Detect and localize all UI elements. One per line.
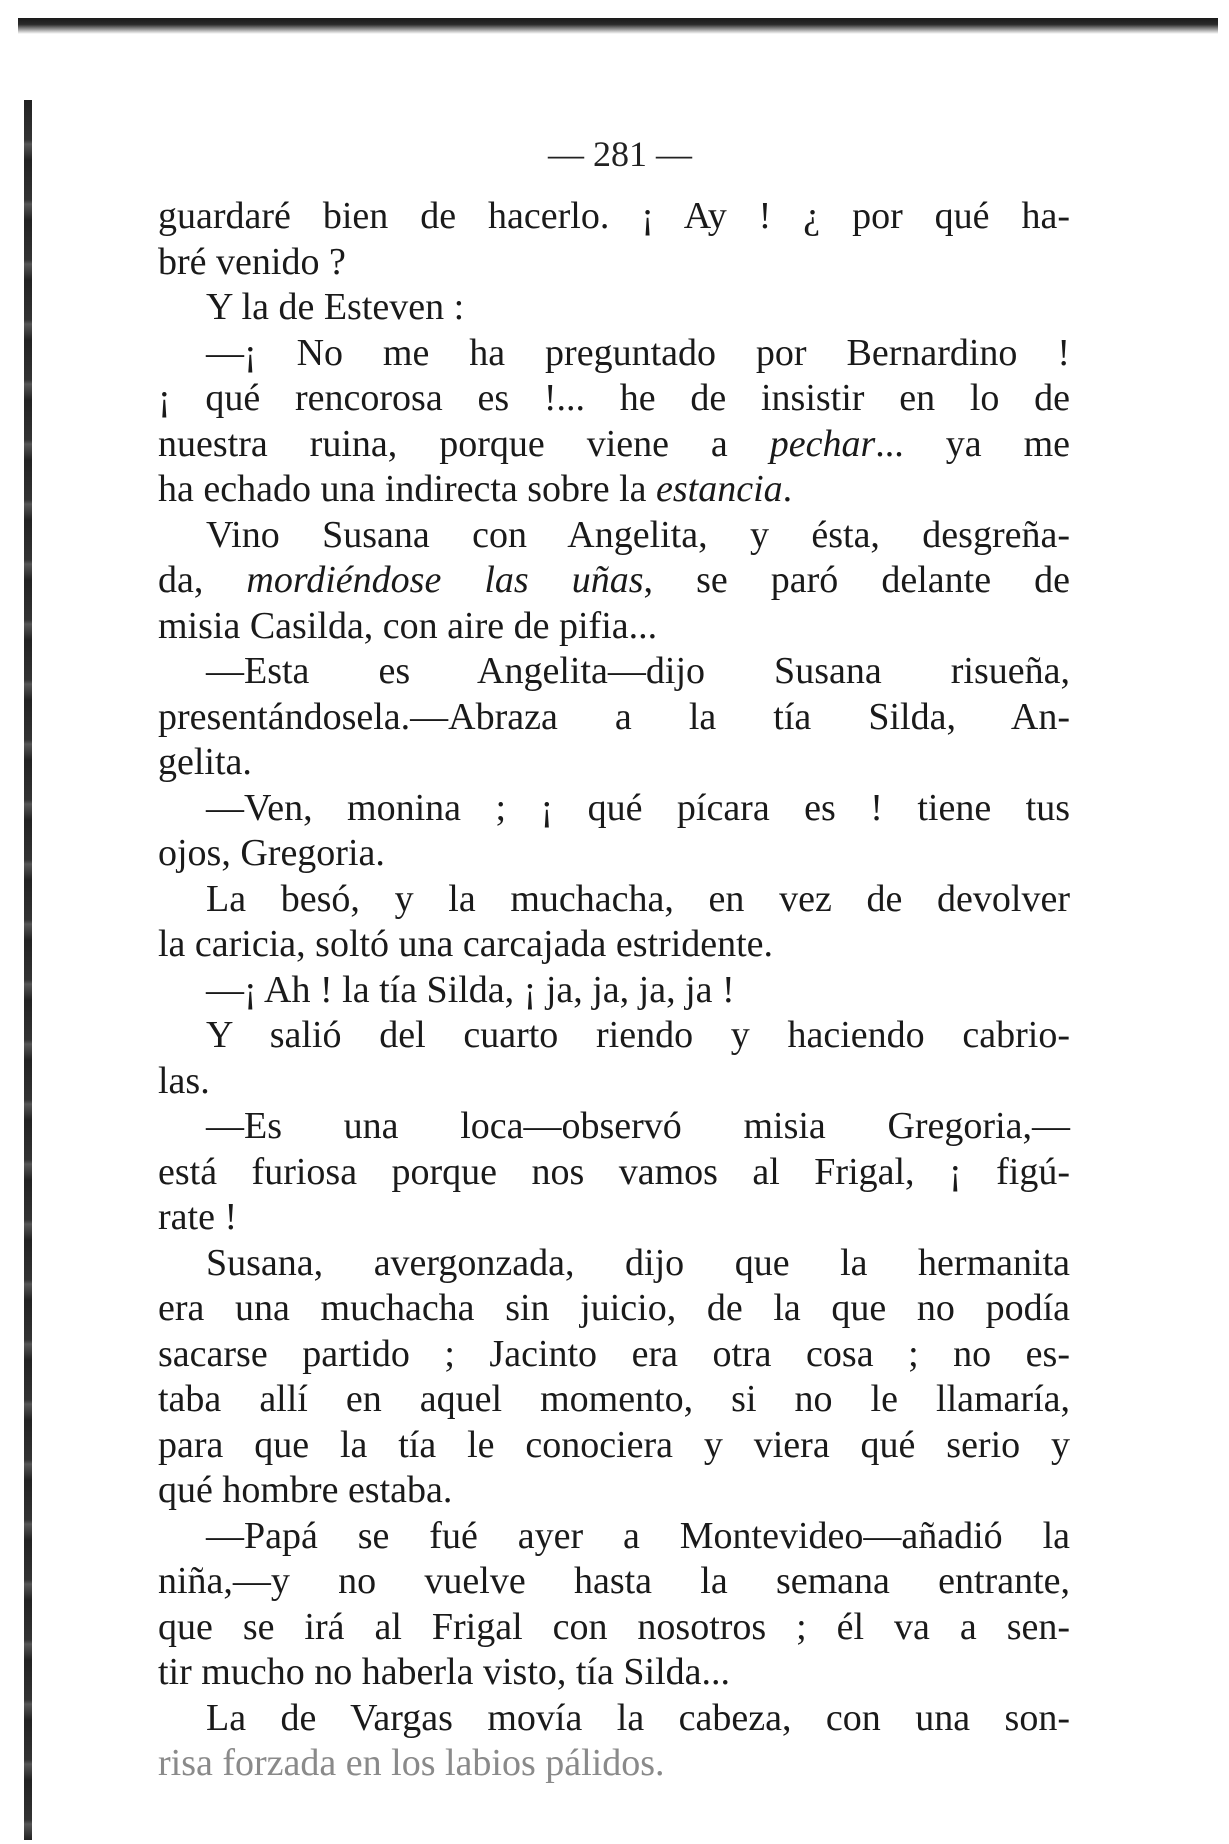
- text-line: ¡ qué rencorosa es !... he de insistir en lo de: [158, 377, 1070, 419]
- text-run: ha echado una indirecta sobre la: [158, 468, 656, 510]
- text-line: risa forzada en los labios pálidos.: [158, 1742, 665, 1784]
- text-line: la caricia, soltó una carcajada estridente.: [158, 923, 774, 965]
- text-run: nuestra ruina, porque viene a: [158, 422, 770, 465]
- italic-text: pechar: [769, 422, 876, 465]
- text-line: —¡ No me ha preguntado por Bernardino !: [206, 331, 1070, 374]
- text-line: sacarse partido ; Jacinto era otra cosa ; no es-: [158, 1332, 1070, 1375]
- text-line: guardaré bien de hacerlo. ¡ Ay ! ¿ por qué ha-: [158, 195, 1070, 237]
- text-line: —Es una loca—observó misia Gregoria,—: [206, 1105, 1070, 1147]
- text-line: las.: [158, 1059, 210, 1102]
- text-line: —Esta es Angelita—dijo Susana risueña,: [206, 650, 1070, 692]
- text-line: Y la de Esteven :: [206, 286, 465, 328]
- top-rule: [18, 18, 1218, 34]
- text-line: Susana, avergonzada, dijo que la hermanita: [206, 1241, 1070, 1284]
- italic-text: estancia: [656, 468, 783, 510]
- text-line: gelita.: [158, 741, 252, 783]
- text-line: tir mucho no haberla visto, tía Silda...: [158, 1651, 731, 1693]
- text-line: [158, 422, 1070, 468]
- text-line: que se irá al Frigal con nosotros ; él va a sen-: [158, 1605, 1070, 1648]
- text-line: misia Casilda, con aire de pifia...: [158, 604, 658, 647]
- text-line: —Papá se fué ayer a Montevideo—añadió la: [206, 1514, 1070, 1557]
- text-line: La besó, y la muchacha, en vez de devolver: [206, 877, 1070, 920]
- text-line: Vino Susana con Angelita, y ésta, desgreña-: [206, 513, 1070, 556]
- text-line: ojos, Gregoria.: [158, 832, 385, 874]
- text-line: taba allí en aquel momento, si no le llamaría,: [158, 1378, 1070, 1420]
- text-run: ... ya me: [875, 422, 1070, 465]
- text-line: bré venido ?: [158, 240, 346, 283]
- text-run: da,: [158, 559, 247, 601]
- text-line: Y salió del cuarto riendo y haciendo cabrio-: [206, 1014, 1070, 1056]
- text-line: rate !: [158, 1196, 238, 1238]
- text-run: , se paró delante de: [643, 559, 1070, 601]
- text-line: niña,—y no vuelve hasta la semana entrante,: [158, 1560, 1070, 1602]
- italic-text: mordiéndose las uñas: [246, 559, 644, 601]
- body-text: [158, 194, 1070, 1787]
- text-line: era una muchacha sin juicio, de la que no podía: [158, 1287, 1070, 1329]
- text-line: qué hombre estaba.: [158, 1469, 453, 1511]
- text-run: .: [782, 468, 793, 510]
- page-number: — 281 —: [548, 134, 692, 174]
- text-line: [158, 467, 1070, 513]
- text-line: La de Vargas movía la cabeza, con una son-: [206, 1696, 1070, 1739]
- text-line: [158, 558, 1070, 604]
- binding-edge: [24, 100, 32, 1840]
- text-line: está furiosa porque nos vamos al Frigal, ¡ figú-: [158, 1150, 1070, 1193]
- text-line: —Ven, monina ; ¡ qué pícara es ! tiene tus: [206, 786, 1070, 829]
- text-line: —¡ Ah ! la tía Silda, ¡ ja, ja, ja, ja !: [206, 968, 735, 1011]
- text-line: para que la tía le conociera y viera qué serio y: [158, 1423, 1070, 1466]
- text-line: presentándosela.—Abraza a la tía Silda, An-: [158, 695, 1070, 738]
